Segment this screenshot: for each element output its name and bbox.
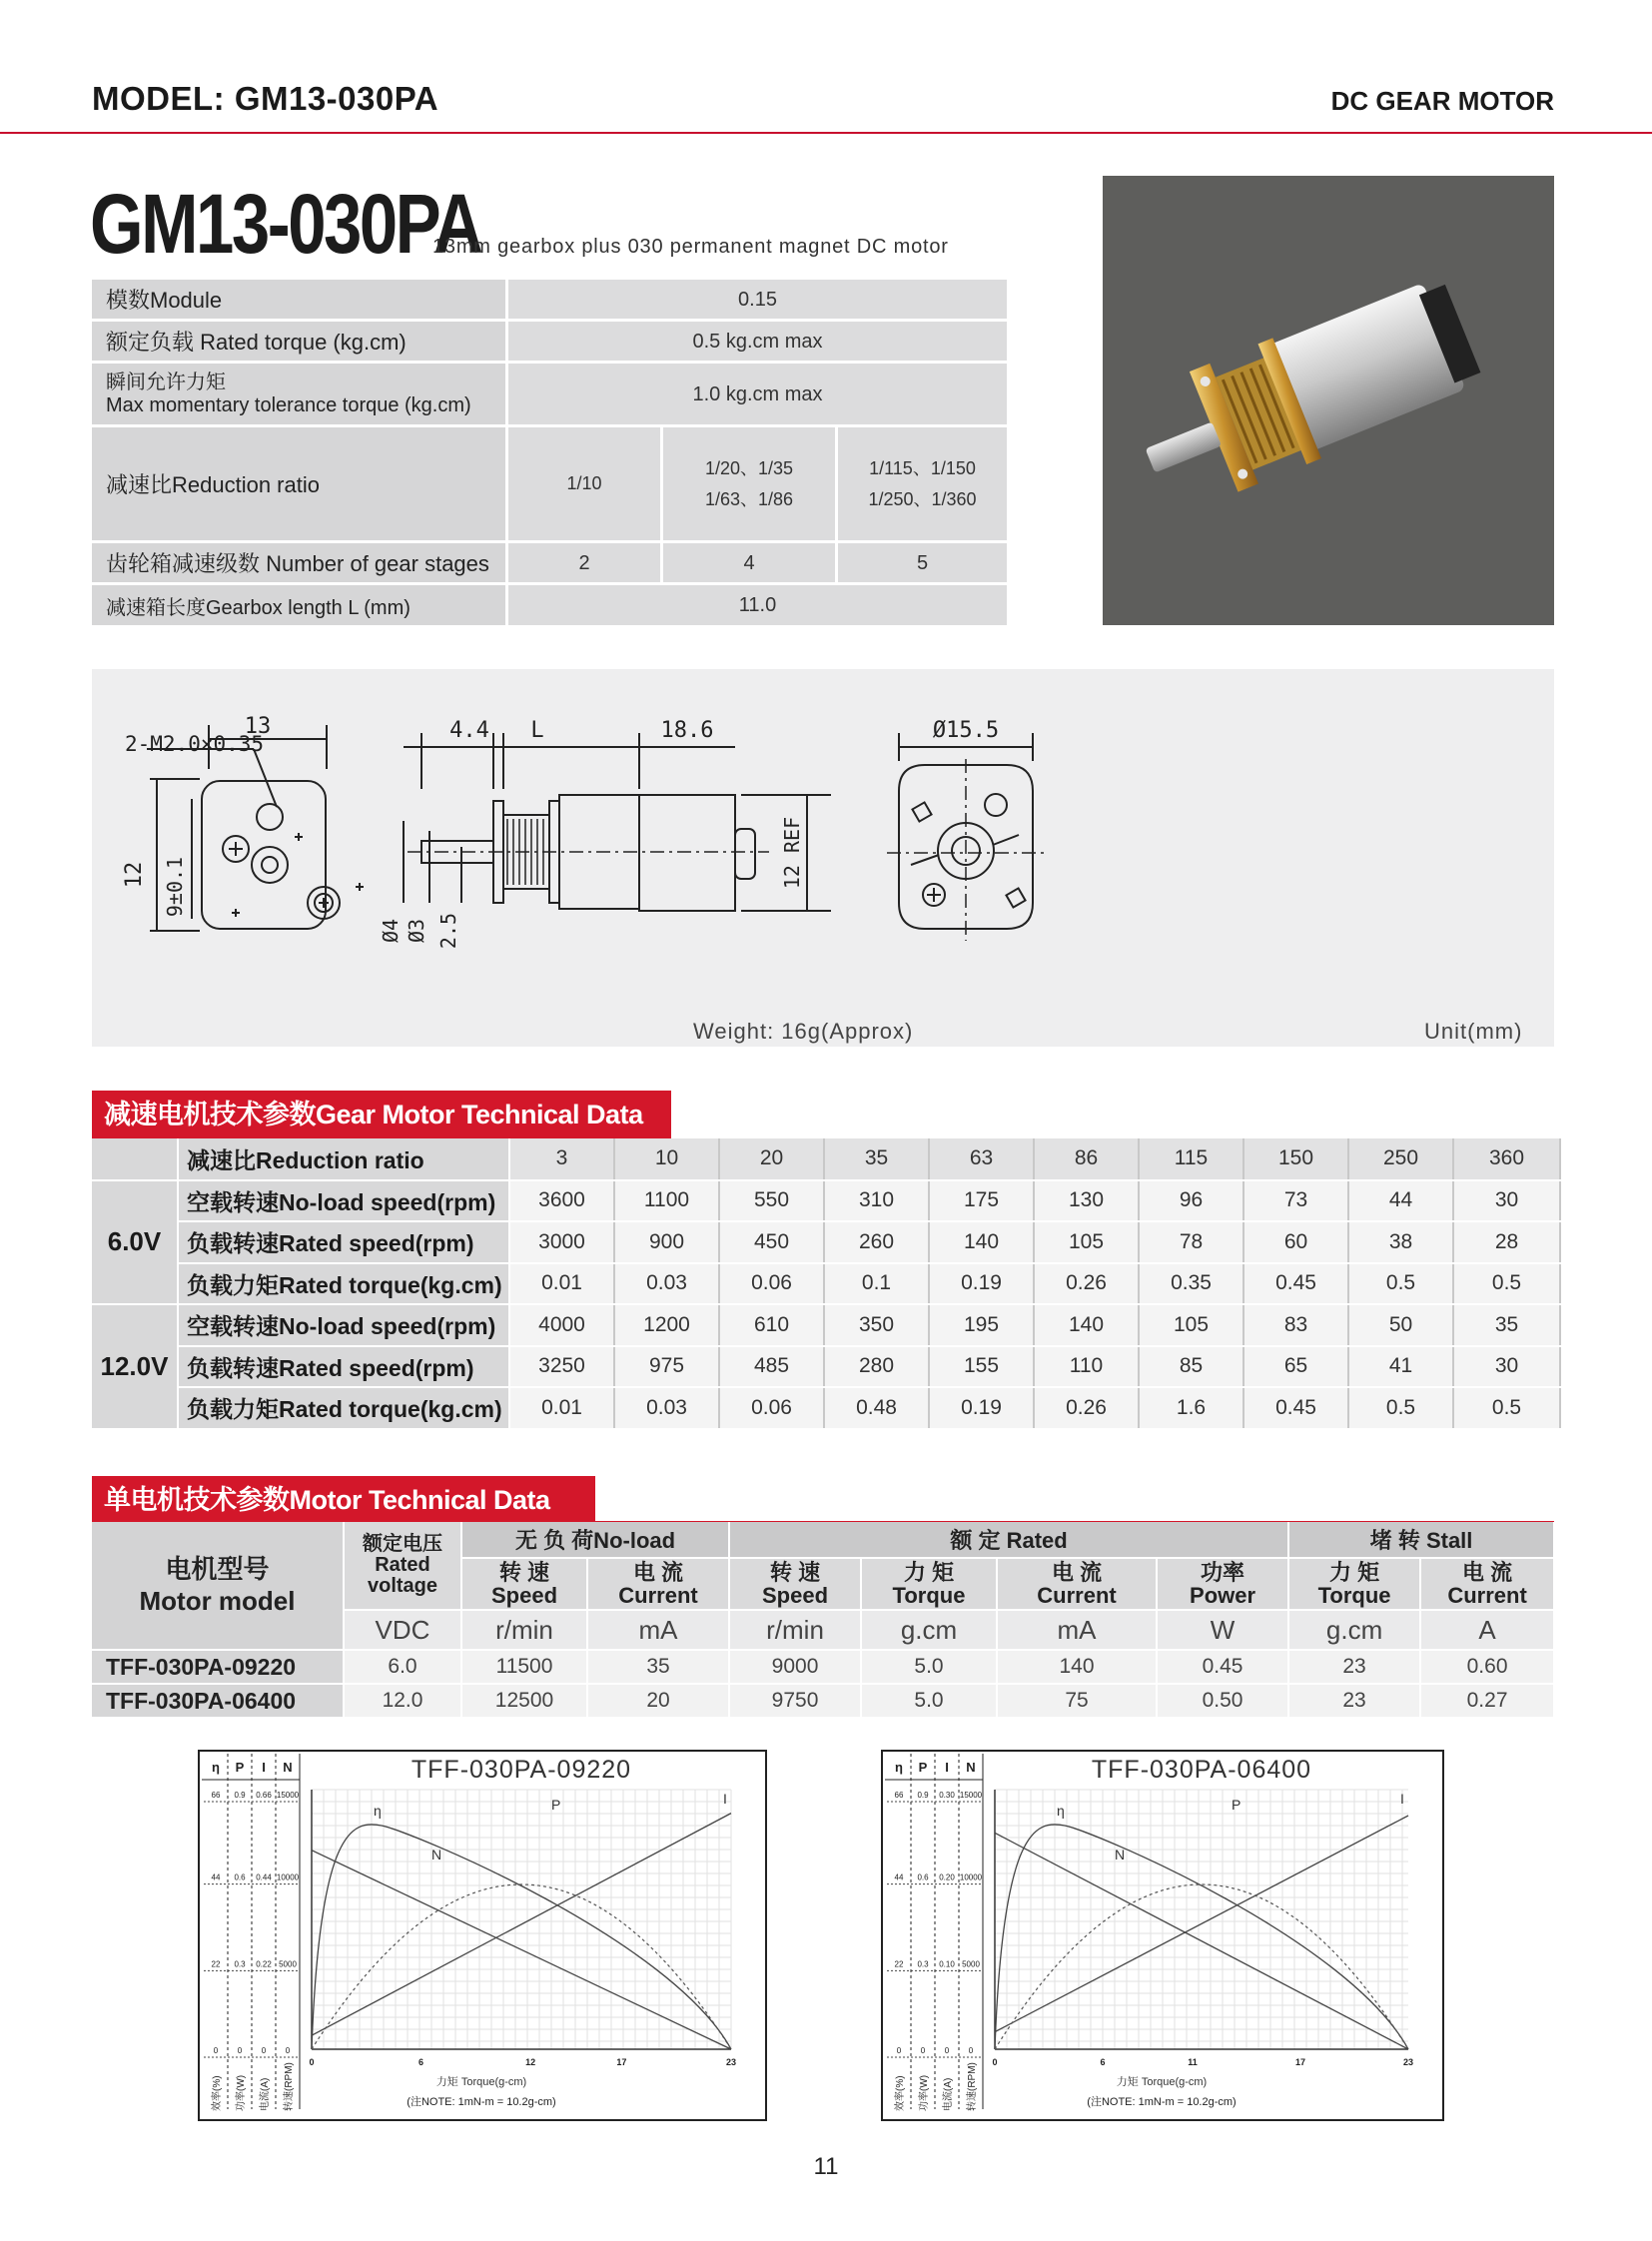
scale-label: 0.6 <box>917 1872 929 1882</box>
unit-cell: A <box>1420 1610 1554 1650</box>
column-head: η <box>895 1760 903 1775</box>
subheader-cell: 力 矩 Torque <box>861 1558 997 1610</box>
data-cell: 0.06 <box>719 1263 824 1305</box>
column-head: P <box>918 1760 928 1775</box>
ratio-cell: 115 <box>1139 1138 1243 1180</box>
dim-side-d3: Ø3 <box>405 918 428 944</box>
blank-cell <box>92 1138 178 1180</box>
curve-label-p: P <box>1232 1797 1241 1813</box>
ratio-cell: 20 <box>719 1138 824 1180</box>
table-row <box>92 1304 1560 1346</box>
axis-name: 转速(RPM) <box>967 2062 978 2111</box>
data-cell: 195 <box>929 1304 1034 1346</box>
scale-label: 0.66 <box>256 1791 272 1800</box>
data-cell: 65 <box>1243 1346 1348 1388</box>
x-tick-label: 12 <box>525 2057 536 2067</box>
efficiency-curve <box>995 1825 1408 2049</box>
subheader-cell: 电 流 Current <box>587 1558 729 1610</box>
x-tick-label: 0 <box>309 2057 315 2067</box>
data-cell: 5.0 <box>861 1650 997 1684</box>
data-cell: 0.03 <box>614 1387 719 1429</box>
data-cell: 0.50 <box>1157 1684 1288 1718</box>
data-cell: 0.27 <box>1420 1684 1554 1718</box>
subheader-cell: 力 矩 Torque <box>1288 1558 1420 1610</box>
data-cell: 41 <box>1348 1346 1453 1388</box>
curve-label-p: P <box>551 1797 561 1813</box>
unit-cell: W <box>1157 1610 1288 1650</box>
data-cell: 0.35 <box>1139 1263 1243 1305</box>
column-head: I <box>262 1760 266 1775</box>
data-cell: 0.06 <box>719 1387 824 1429</box>
data-cell: 60 <box>1243 1221 1348 1263</box>
column-head: η <box>212 1760 220 1775</box>
column-head: N <box>283 1760 293 1775</box>
spec-label-en: Max momentary tolerance torque (kg.cm) <box>106 393 471 416</box>
data-cell: 0.1 <box>824 1263 929 1305</box>
unit-note: Unit(mm) <box>1424 1019 1523 1044</box>
motor-section-title: 单电机技术参数Motor Technical Data <box>92 1476 595 1524</box>
spec-table <box>92 280 1007 625</box>
ratio-header-row <box>92 1138 1560 1180</box>
data-cell: 6.0 <box>344 1650 461 1684</box>
front-view <box>122 714 364 931</box>
spec-label-cn: 瞬间允许力矩 <box>106 371 226 393</box>
column-head: P <box>235 1760 245 1775</box>
scale-label: 0.30 <box>939 1791 955 1800</box>
scale-label: 5000 <box>962 1959 980 1969</box>
unit-cell: mA <box>997 1610 1157 1650</box>
data-cell: 0.19 <box>929 1387 1034 1429</box>
x-tick-label: 23 <box>725 2057 737 2067</box>
product-title: GM13-030PA <box>90 177 481 271</box>
spec-label: 模数Module <box>92 280 505 319</box>
spec-label: 减速箱长度Gearbox length L (mm) <box>92 585 505 625</box>
data-cell: 900 <box>614 1221 719 1263</box>
curve-svg <box>198 1750 767 2121</box>
motor-data-table <box>92 1522 1555 1719</box>
scale-label: 10000 <box>959 1872 983 1882</box>
scale-label: 0.22 <box>256 1959 272 1969</box>
unit-cell: mA <box>587 1610 729 1650</box>
data-cell: 175 <box>929 1180 1034 1222</box>
data-cell: 280 <box>824 1346 929 1388</box>
dim-front-pitch: 9±0.1 <box>163 856 187 918</box>
scale-label: 0.6 <box>234 1872 246 1882</box>
subheader-cell: 电 流 Current <box>997 1558 1157 1610</box>
spec-row-max-torque <box>92 364 1007 427</box>
series-line-i <box>312 1814 731 2036</box>
x-tick-label: 17 <box>616 2057 627 2067</box>
unit-cell: g.cm <box>1288 1610 1420 1650</box>
data-cell: 1.6 <box>1139 1387 1243 1429</box>
data-cell: 96 <box>1139 1180 1243 1222</box>
dim-front-width: 13 <box>244 714 272 739</box>
data-cell: 105 <box>1034 1221 1139 1263</box>
data-cell: 0.26 <box>1034 1387 1139 1429</box>
curve-label-i: I <box>1400 1791 1404 1807</box>
data-cell: 0.01 <box>509 1263 614 1305</box>
data-cell: 11500 <box>461 1650 587 1684</box>
data-cell: 78 <box>1139 1221 1243 1263</box>
x-tick-label: 6 <box>1100 2057 1106 2067</box>
scale-label: 0 <box>920 2046 926 2055</box>
curve-label-n: N <box>431 1847 442 1863</box>
dim-rear-dia: Ø15.5 <box>932 718 1000 743</box>
data-cell: 20 <box>587 1684 729 1718</box>
spec-label: 额定负载 Rated torque (kg.cm) <box>92 322 505 361</box>
data-cell: 110 <box>1034 1346 1139 1388</box>
scale-label: 0 <box>968 2046 974 2055</box>
performance-curve-chart <box>198 1750 767 2121</box>
curve-svg <box>881 1750 1444 2121</box>
data-cell: 1200 <box>614 1304 719 1346</box>
spec-value: 0.5 kg.cm max <box>508 322 1007 361</box>
ratio-group: 1/10 <box>508 427 660 540</box>
motor-model-header <box>92 1522 344 1650</box>
data-cell: 310 <box>824 1180 929 1222</box>
scale-label: 22 <box>894 1959 904 1969</box>
chart-title: TFF-030PA-09220 <box>411 1756 632 1784</box>
scale-label: 0.3 <box>917 1959 929 1969</box>
data-cell: 83 <box>1243 1304 1348 1346</box>
column-head: N <box>966 1760 976 1775</box>
data-cell: 35 <box>587 1650 729 1684</box>
series-line-n <box>312 1851 731 2049</box>
spec-value: 5 <box>838 543 1007 582</box>
scale-label: 0 <box>261 2046 267 2055</box>
spec-row-ratio <box>92 427 1007 543</box>
curve-label-n: N <box>1115 1847 1126 1863</box>
noload-header: 无 负 荷No-load <box>461 1522 729 1558</box>
data-cell: 130 <box>1034 1180 1139 1222</box>
row-label: 空载转速No-load speed(rpm) <box>178 1180 509 1222</box>
dim-front-height: 12 <box>122 861 147 889</box>
gear-data-table <box>92 1138 1561 1430</box>
spec-value: 4 <box>663 543 835 582</box>
rear-view <box>887 718 1045 941</box>
data-cell: 140 <box>1034 1304 1139 1346</box>
data-cell: 38 <box>1348 1221 1453 1263</box>
data-cell: 105 <box>1139 1304 1243 1346</box>
x-tick-label: 0 <box>992 2057 998 2067</box>
scale-label: 0.9 <box>234 1791 246 1800</box>
dim-side-ref: 12 REF <box>780 816 804 890</box>
ratio-label: 减速比Reduction ratio <box>178 1138 509 1180</box>
row-label: 负载力矩Rated torque(kg.cm) <box>178 1387 509 1429</box>
x-axis-label: 力矩 Torque(g-cm) <box>1116 2076 1208 2088</box>
data-cell: 0.5 <box>1348 1263 1453 1305</box>
data-cell: 0.60 <box>1420 1650 1554 1684</box>
table-row <box>92 1263 1560 1305</box>
data-cell: 0.5 <box>1453 1263 1560 1305</box>
subheader-cell: 转 速 Speed <box>461 1558 587 1610</box>
row-label: 负载转速Rated speed(rpm) <box>178 1346 509 1388</box>
scale-label: 15000 <box>276 1791 300 1800</box>
scale-label: 22 <box>211 1959 221 1969</box>
scale-label: 0.44 <box>256 1872 272 1882</box>
stall-header: 堵 转 Stall <box>1288 1522 1554 1558</box>
table-row <box>92 1684 1554 1718</box>
header-divider <box>0 132 1652 134</box>
motor-model-cell: TFF-030PA-06400 <box>92 1684 344 1718</box>
scale-label: 0.20 <box>939 1872 955 1882</box>
data-cell: 50 <box>1348 1304 1453 1346</box>
scale-label: 0 <box>944 2046 950 2055</box>
data-cell: 75 <box>997 1684 1157 1718</box>
table-row <box>92 1221 1560 1263</box>
header-product-type: DC GEAR MOTOR <box>1330 86 1554 116</box>
data-cell: 30 <box>1453 1180 1560 1222</box>
table-row <box>92 1387 1560 1429</box>
ratio-group: 1/115、1/150 1/250、1/360 <box>838 427 1007 540</box>
dim-side-d4: Ø4 <box>379 918 403 944</box>
curve-label-eta: η <box>374 1803 382 1819</box>
curve-label-i: I <box>723 1791 727 1807</box>
scale-label: 15000 <box>959 1791 983 1800</box>
dim-side-motor: 18.6 <box>660 718 714 743</box>
data-cell: 73 <box>1243 1180 1348 1222</box>
ratio-cell: 3 <box>509 1138 614 1180</box>
series-line-i <box>995 1816 1408 2032</box>
ratio-cell: 360 <box>1453 1138 1560 1180</box>
axis-name: 功率(W) <box>919 2074 930 2111</box>
subheader-cell: 功率 Power <box>1157 1558 1288 1610</box>
data-cell: 35 <box>1453 1304 1560 1346</box>
data-cell: 550 <box>719 1180 824 1222</box>
note: (注NOTE: 1mN-m = 10.2g-cm) <box>1087 2096 1237 2108</box>
data-cell: 155 <box>929 1346 1034 1388</box>
scale-label: 66 <box>211 1791 221 1800</box>
voltage-cell: 6.0V <box>92 1180 178 1305</box>
chart-title: TFF-030PA-06400 <box>1091 1756 1312 1784</box>
weight-note: Weight: 16g(Approx) <box>693 1019 914 1044</box>
table-row <box>92 1346 1560 1388</box>
data-cell: 0.5 <box>1348 1387 1453 1429</box>
axis-name: 转速(RPM) <box>284 2062 295 2111</box>
data-cell: 610 <box>719 1304 824 1346</box>
gear-motor-image <box>1103 176 1554 625</box>
unit-cell: r/min <box>461 1610 587 1650</box>
performance-curve-chart <box>881 1750 1444 2121</box>
data-cell: 12.0 <box>344 1684 461 1718</box>
data-cell: 0.01 <box>509 1387 614 1429</box>
data-cell: 0.03 <box>614 1263 719 1305</box>
spec-row-rated-torque <box>92 322 1007 364</box>
spec-label: 齿轮箱减速级数 Number of gear stages <box>92 543 505 582</box>
axis-name: 效率(%) <box>212 2075 223 2111</box>
axis-name: 效率(%) <box>895 2075 906 2111</box>
motor-model-header-cn: 电机型号 <box>165 1554 270 1585</box>
scale-label: 0 <box>213 2046 219 2055</box>
data-cell: 3250 <box>509 1346 614 1388</box>
data-cell: 0.5 <box>1453 1387 1560 1429</box>
dim-side-shaft: 4.4 <box>449 718 489 743</box>
ratio-cell: 10 <box>614 1138 719 1180</box>
scale-label: 0.3 <box>234 1959 246 1969</box>
scale-label: 0 <box>896 2046 902 2055</box>
scale-label: 0 <box>237 2046 243 2055</box>
data-cell: 5.0 <box>861 1684 997 1718</box>
spec-row-stages <box>92 543 1007 585</box>
gear-section-title: 减速电机技术参数Gear Motor Technical Data <box>92 1091 671 1138</box>
data-cell: 23 <box>1288 1684 1420 1718</box>
spec-value: 0.15 <box>508 280 1007 319</box>
row-label: 空载转速No-load speed(rpm) <box>178 1304 509 1346</box>
ratio-cell: 86 <box>1034 1138 1139 1180</box>
scale-label: 5000 <box>279 1959 297 1969</box>
data-cell: 485 <box>719 1346 824 1388</box>
rated-header: 额 定 Rated <box>729 1522 1288 1558</box>
data-cell: 0.45 <box>1243 1387 1348 1429</box>
product-photo <box>1103 176 1554 625</box>
data-cell: 28 <box>1453 1221 1560 1263</box>
scale-label: 66 <box>894 1791 904 1800</box>
x-tick-label: 23 <box>1402 2057 1414 2067</box>
x-tick-label: 17 <box>1294 2057 1306 2067</box>
page-number: 11 <box>813 2153 839 2180</box>
scale-label: 0.10 <box>939 1959 955 1969</box>
data-cell: 4000 <box>509 1304 614 1346</box>
dimension-drawing <box>92 669 1554 1047</box>
motor-header-row <box>92 1522 1554 1558</box>
data-cell: 3000 <box>509 1221 614 1263</box>
unit-cell: r/min <box>729 1610 861 1650</box>
spec-label <box>92 364 505 424</box>
header-model: MODEL: GM13-030PA <box>92 80 439 117</box>
data-cell: 0.45 <box>1243 1263 1348 1305</box>
data-cell: 0.26 <box>1034 1263 1139 1305</box>
ratio-cell: 63 <box>929 1138 1034 1180</box>
data-cell: 44 <box>1348 1180 1453 1222</box>
note: (注NOTE: 1mN-m = 10.2g-cm) <box>407 2096 556 2108</box>
subheader-cell: 转 速 Speed <box>729 1558 861 1610</box>
spec-label: 减速比Reduction ratio <box>92 427 505 540</box>
ratio-cell: 250 <box>1348 1138 1453 1180</box>
data-cell: 450 <box>719 1221 824 1263</box>
scale-label: 0.9 <box>917 1791 929 1800</box>
spec-value: 11.0 <box>508 585 1007 625</box>
spec-value: 1.0 kg.cm max <box>508 364 1007 424</box>
spec-row-length <box>92 585 1007 625</box>
motor-model-cell: TFF-030PA-09220 <box>92 1650 344 1684</box>
x-tick-label: 11 <box>1188 2057 1198 2067</box>
spec-value: 2 <box>508 543 660 582</box>
data-cell: 140 <box>929 1221 1034 1263</box>
data-cell: 12500 <box>461 1684 587 1718</box>
table-row <box>92 1180 1560 1222</box>
dim-side-25: 2.5 <box>436 912 460 950</box>
product-description: 13mm gearbox plus 030 permanent magnet DC motor <box>432 236 949 258</box>
efficiency-curve <box>312 1825 731 2049</box>
x-axis-label: 力矩 Torque(g-cm) <box>435 2076 527 2088</box>
side-view <box>379 718 831 949</box>
data-cell: 260 <box>824 1221 929 1263</box>
motor-model-header-en: Motor model <box>139 1585 296 1616</box>
column-head: I <box>945 1760 949 1775</box>
data-cell: 9000 <box>729 1650 861 1684</box>
data-cell: 85 <box>1139 1346 1243 1388</box>
x-tick-label: 6 <box>418 2057 424 2067</box>
axis-name: 电流(A) <box>260 2077 271 2111</box>
data-cell: 30 <box>1453 1346 1560 1388</box>
dim-side-l: L <box>530 718 544 743</box>
curve-label-eta: η <box>1057 1803 1065 1819</box>
voltage-header: 额定电压 Rated voltage <box>344 1522 461 1610</box>
data-cell: 9750 <box>729 1684 861 1718</box>
scale-label: 44 <box>211 1872 221 1882</box>
drawing-svg <box>92 669 1554 1047</box>
row-label: 负载转速Rated speed(rpm) <box>178 1221 509 1263</box>
data-cell: 0.19 <box>929 1263 1034 1305</box>
data-cell: 0.48 <box>824 1387 929 1429</box>
data-cell: 350 <box>824 1304 929 1346</box>
spec-row-module <box>92 280 1007 322</box>
ratio-group: 1/20、1/35 1/63、1/86 <box>663 427 835 540</box>
data-cell: 0.45 <box>1157 1650 1288 1684</box>
data-cell: 140 <box>997 1650 1157 1684</box>
table-row <box>92 1650 1554 1684</box>
axis-name: 功率(W) <box>236 2074 247 2111</box>
ratio-cell: 150 <box>1243 1138 1348 1180</box>
data-cell: 975 <box>614 1346 719 1388</box>
voltage-cell: 12.0V <box>92 1304 178 1429</box>
scale-label: 10000 <box>276 1872 300 1882</box>
axis-name: 电流(A) <box>943 2077 954 2111</box>
ratio-cell: 35 <box>824 1138 929 1180</box>
scale-label: 44 <box>894 1872 904 1882</box>
dim-thread: 2-M2.0×0.35 <box>125 732 265 756</box>
scale-label: 0 <box>285 2046 291 2055</box>
data-cell: 23 <box>1288 1650 1420 1684</box>
row-label: 负载力矩Rated torque(kg.cm) <box>178 1263 509 1305</box>
data-cell: 1100 <box>614 1180 719 1222</box>
unit-cell: VDC <box>344 1610 461 1650</box>
unit-cell: g.cm <box>861 1610 997 1650</box>
subheader-cell: 电 流 Current <box>1420 1558 1554 1610</box>
data-cell: 3600 <box>509 1180 614 1222</box>
